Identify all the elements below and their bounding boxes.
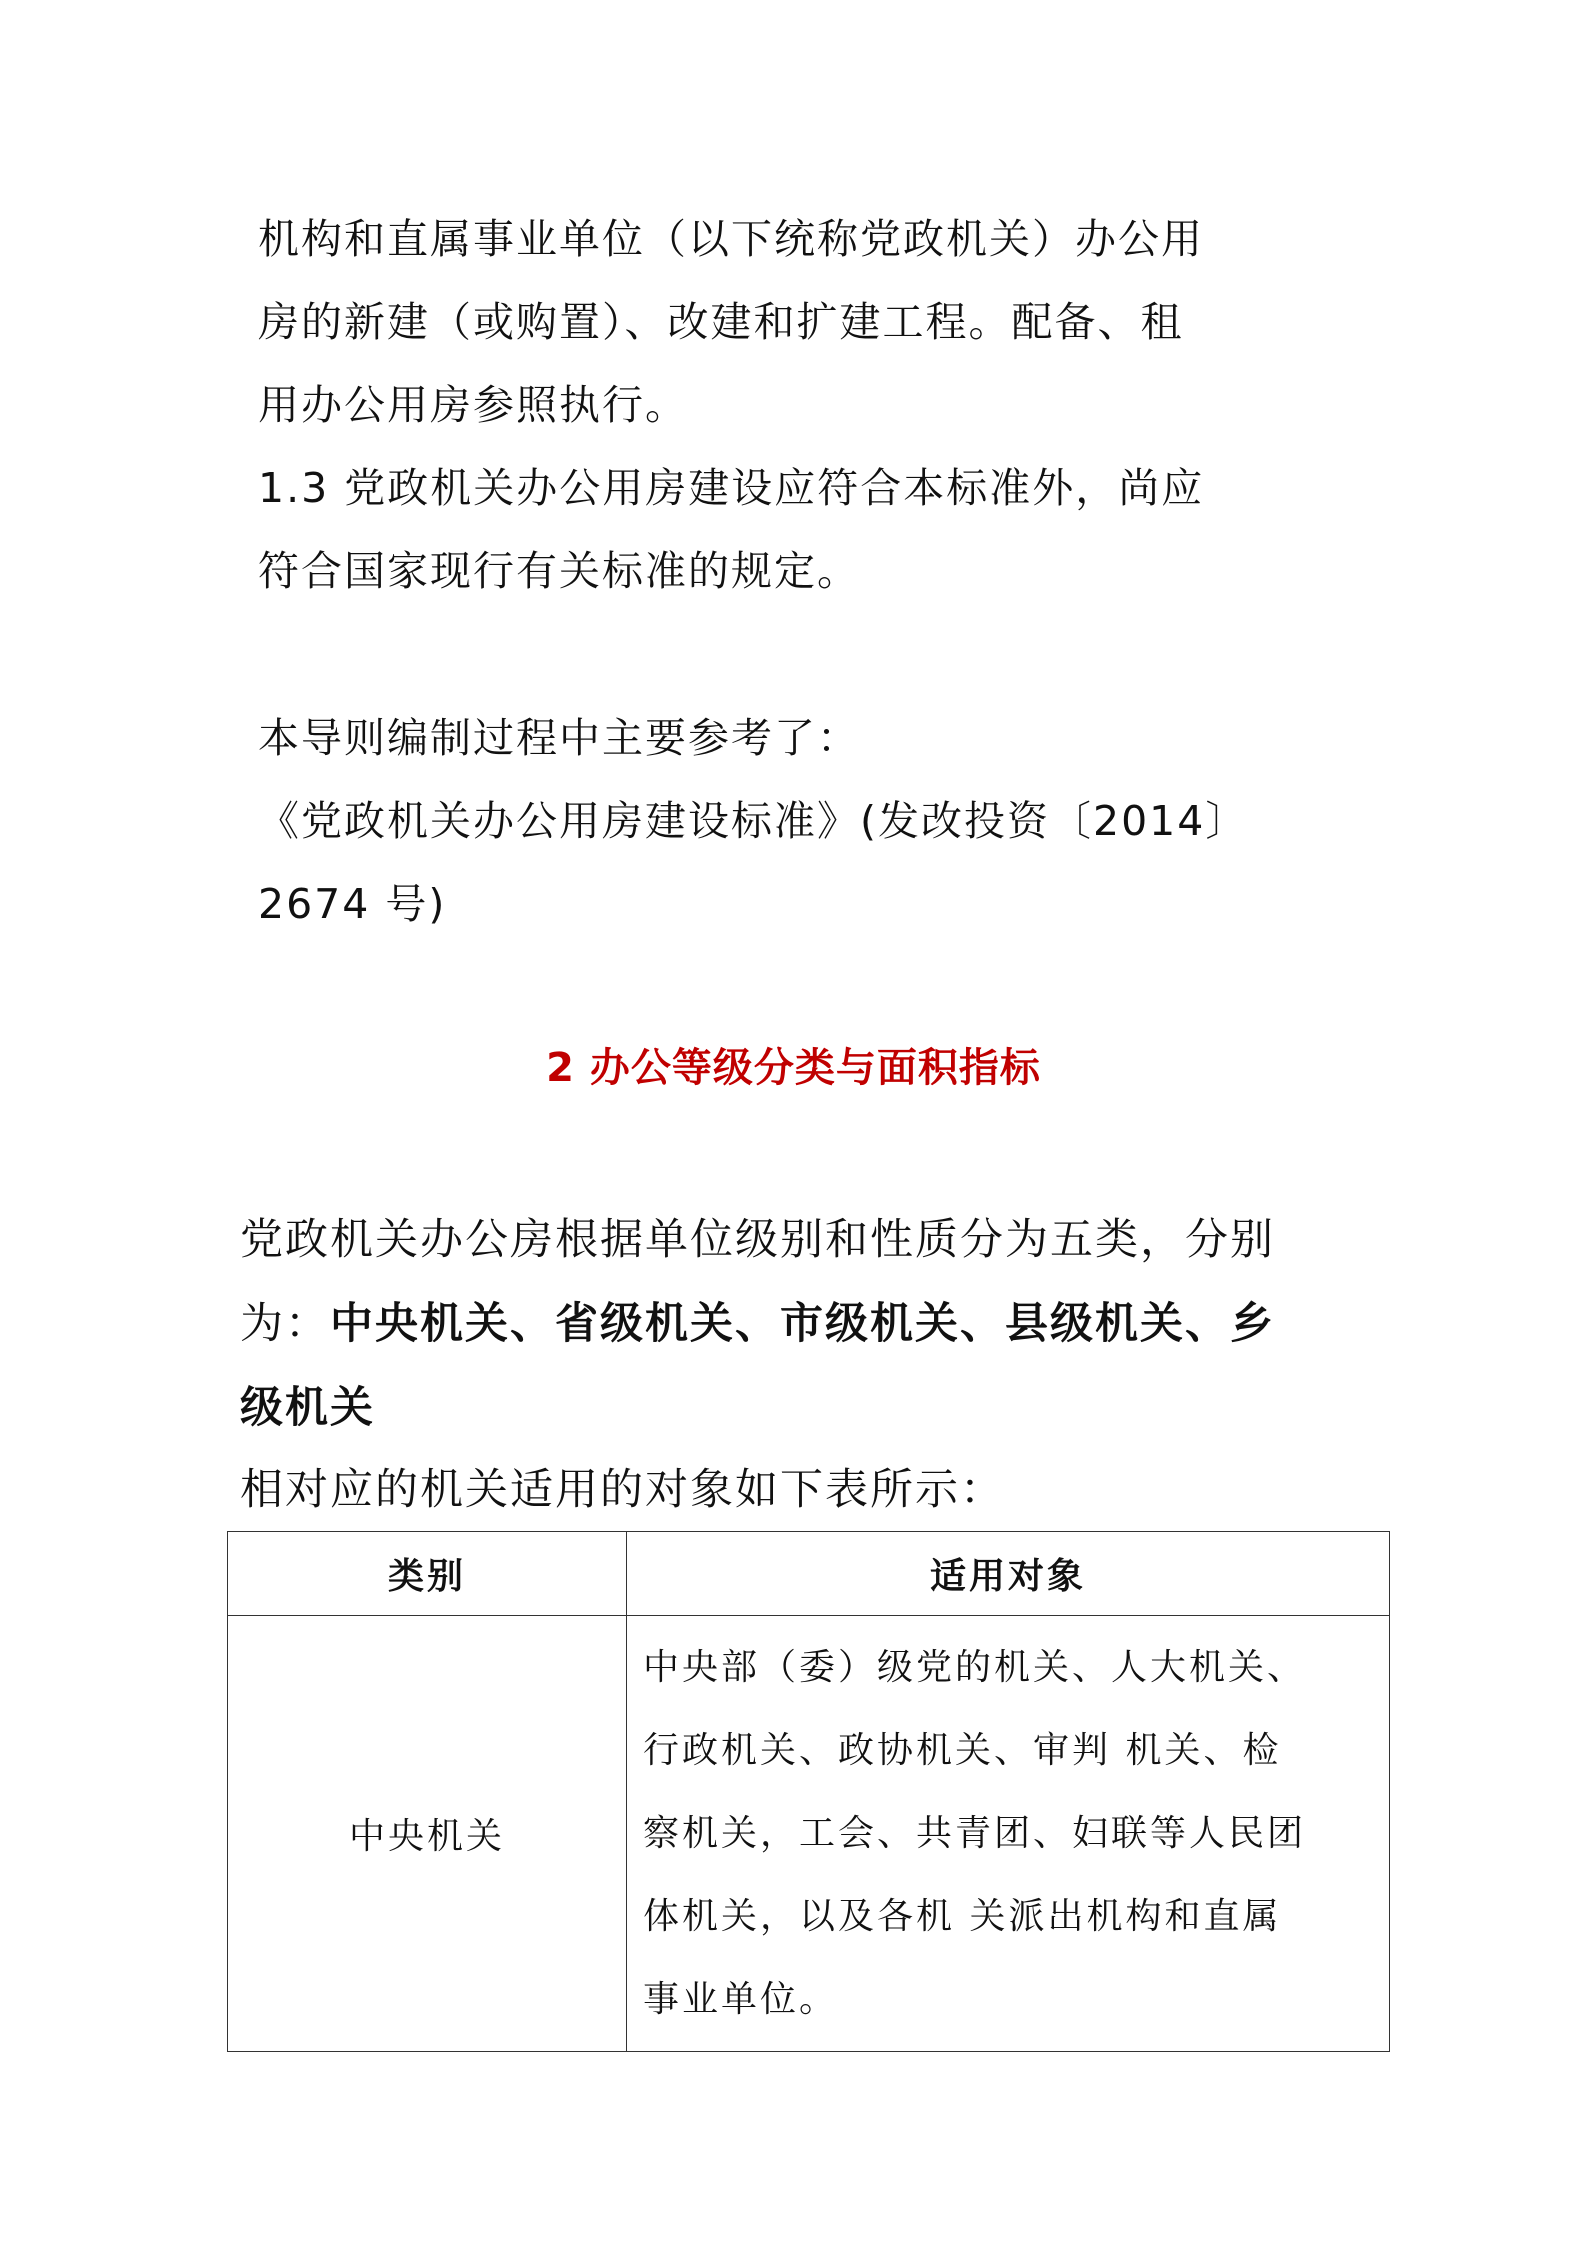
intro-line: 机构和直属事业单位（以下统称党政机关）办公用 (258, 215, 1204, 263)
classification-line (240, 1282, 1370, 1366)
table-intro: 相对应的机关适用的对象如下表所示： (240, 1465, 1005, 1515)
column-header-category: 类别 (228, 1532, 627, 1616)
scope-table (227, 1531, 1390, 2052)
intro-paragraph (258, 198, 1338, 613)
reference-item: 《党政机关办公用房建设标准》(发改投资〔2014〕 (258, 797, 1249, 845)
clause-1-3-line: 符合国家现行有关标准的规定。 (258, 547, 860, 595)
classification-categories: 级机关 (240, 1383, 375, 1433)
scope-line: 事业单位。 (643, 1979, 839, 2020)
classification-paragraph (240, 1198, 1370, 1450)
intro-line: 房的新建（或购置）、改建和扩建工程。配备、租 (258, 298, 1184, 346)
scope-line: 察机关，工会、共青团、妇联等人民团 (643, 1813, 1307, 1854)
category-cell: 中央机关 (228, 1616, 627, 2052)
scope-cell (627, 1616, 1390, 2052)
classification-line (240, 1366, 1370, 1450)
table-row (228, 1616, 1390, 2052)
table-header-row (228, 1532, 1390, 1616)
scope-line: 体机关，以及各机 关派出机构和直属 (643, 1896, 1282, 1937)
section-heading: 2 办公等级分类与面积指标 (546, 1045, 1041, 1091)
classification-categories: 中央机关、省级机关、市级机关、县级机关、乡 (330, 1299, 1275, 1349)
reference-item-continued: 2674 号) (258, 880, 447, 928)
classification-line: 党政机关办公房根据单位级别和性质分为五类，分别 (240, 1215, 1275, 1265)
references-lead: 本导则编制过程中主要参考了： (258, 714, 860, 762)
scope-line: 行政机关、政协机关、审判 机关、检 (643, 1730, 1282, 1771)
intro-line: 用办公用房参照执行。 (258, 381, 688, 429)
scope-line: 中央部（委）级党的机关、人大机关、 (643, 1647, 1307, 1688)
column-header-scope: 适用对象 (627, 1532, 1390, 1616)
references-block (258, 697, 1358, 946)
clause-1-3-line: 1.3 党政机关办公用房建设应符合本标准外，尚应 (258, 464, 1205, 512)
classification-prefix: 为： (240, 1299, 330, 1349)
